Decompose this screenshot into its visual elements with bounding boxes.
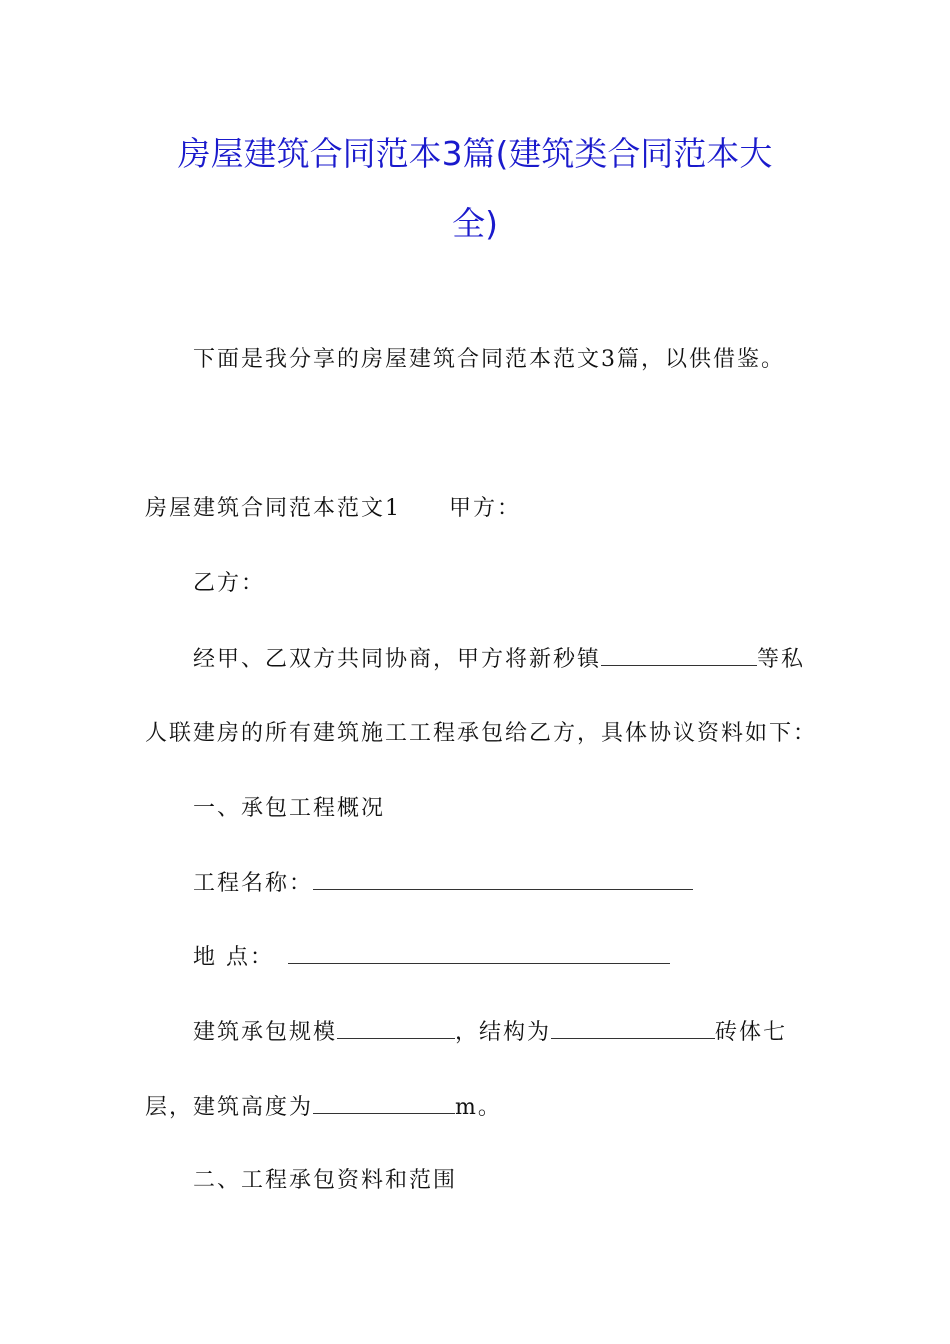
intro-paragraph: 下面是我分享的房屋建筑合同范本范文3篇，以供借鉴。 (193, 347, 785, 372)
project-name-blank (313, 869, 693, 890)
sample-heading-line (145, 494, 521, 524)
structure-blank (551, 1018, 715, 1039)
scale-blank (337, 1018, 455, 1039)
project-name-label: 工程名称： (193, 871, 314, 896)
location-blank (288, 943, 670, 964)
location-line (193, 943, 670, 973)
party-b-label: 乙方： (193, 571, 266, 596)
height-text-a: 层，建筑高度为 (145, 1095, 314, 1120)
scale-text-b: ，结构为 (455, 1020, 552, 1045)
scale-text-a: 建筑承包规模 (193, 1020, 338, 1045)
party-a-label: 甲方： (449, 496, 522, 521)
scale-text-c: 砖体七 (715, 1020, 788, 1045)
section-1-heading: 一、承包工程概况 (193, 796, 386, 821)
title-line-2: 全) (452, 204, 498, 243)
project-name-line (193, 869, 693, 899)
height-text-b: m。 (455, 1095, 502, 1120)
para1-text-b: 等私 (757, 647, 806, 672)
paragraph-1-line-2: 人联建房的所有建筑施工工程承包给乙方，具体协议资料如下： (145, 721, 818, 746)
scale-line-1 (193, 1018, 787, 1048)
title-line-1: 房屋建筑合同范本3篇(建筑类合同范本大 (177, 134, 773, 173)
height-blank (313, 1093, 455, 1114)
town-blank (601, 645, 757, 666)
location-label: 地 点： (193, 945, 274, 970)
section-2-heading: 二、工程承包资料和范围 (193, 1168, 458, 1193)
scale-line-2 (145, 1093, 502, 1123)
sample-heading: 房屋建筑合同范本范文1 (145, 496, 401, 521)
paragraph-1-line-1 (193, 645, 805, 675)
para1-text-a: 经甲、乙双方共同协商，甲方将新秒镇 (193, 647, 602, 672)
